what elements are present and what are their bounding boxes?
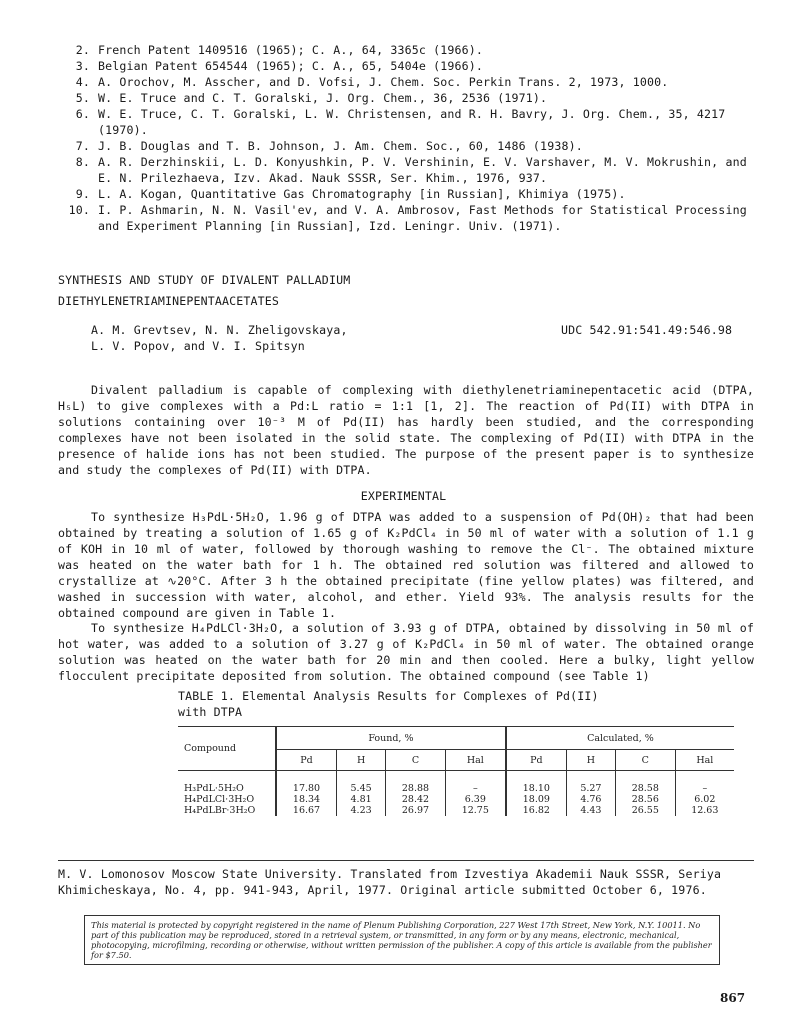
affiliation-note: M. V. Lomonosov Moscow State University. Translated from Izvestiya Akademii Nauk SSSR, Seriya Khimicheskaya, No. 4, pp. 941-943, April, 1977. Original article submitted October 6, 1976. (58, 867, 722, 897)
reference-item: 3. Belgian Patent 654544 (1965); C. A., 65, 5404e (1966). (75, 59, 484, 73)
reference-item: 8. A. R. Derzhinskii, L. D. Konyushkin, P. V. Vershinin, E. V. Varshaver, M. V. Mokrushin, and E. N. Prilezhaeva, Izv. Akad. Nauk SSSR, Ser. Khim., 1976, 937. (75, 155, 747, 185)
column-header: H (566, 750, 615, 771)
column-header: Pd (276, 750, 337, 771)
reference-list (58, 42, 758, 234)
table-row: H₄PdLCl·3H₂O 18.34 4.81 28.42 6.39 18.09 4.76 28.56 6.02 (178, 794, 734, 805)
experimental-paragraph-1: To synthesize H₃PdL·5H₂O, 1.96 g of DTPA was added to a suspension of Pd(OH)₂ that had been obtained by treating a solution of 1.65 g of K₂PdCl₄ in 50 ml of water with a solution of 1.1 g of KOH in 10 ml of water, followed by thorough washing to remove the Cl⁻. The obtained mixture was heated on the water bath for 1 h. The obtained red solution was filtered and allowed to crystallize at ∿20°C. After 3 h the obtained precipitate (fine yellow plates) was filtered, and washed in succession with water, alcohol, and ether. Yield 93%. The analysis results for the obtained compound are given in Table 1. (58, 510, 754, 620)
reference-item: 4. A. Orochov, M. Asscher, and D. Vofsi, J. Chem. Soc. Perkin Trans. 2, 1973, 1000. (75, 75, 669, 89)
reference-item: 6. W. E. Truce, C. T. Goralski, L. W. Christensen, and R. H. Bavry, J. Org. Chem., 35, 4217 (1970). (75, 107, 726, 137)
footer-divider (58, 860, 754, 861)
column-header: Hal (445, 750, 506, 771)
reference-item: 9. L. A. Kogan, Quantitative Gas Chromatography [in Russian], Khimiya (1975). (75, 187, 626, 201)
column-header: Hal (675, 750, 734, 771)
copyright-notice: This material is protected by copyright registered in the name of Plenum Publishing Corporation, 227 West 17th Street, New York, N.Y. 10011. No part of this publication may be reproduced, stored in a retrieval system, or transmitted, in any form or by any means, electronic, mechanical, photocopying, microfilming, recording or otherwise, without written permission of the publisher. A copy of this article is available from the publisher for $7.50. (84, 915, 720, 965)
reference-item: 10. I. P. Ashmarin, N. N. Vasil'ev, and V. A. Ambrosov, Fast Methods for Statistical Processing and Experiment Planning [in Russian], Izd. Leningr. Univ. (1971). (68, 203, 747, 233)
table-row: H₃PdL·5H₂O 17.80 5.45 28.88 – 18.10 5.27 28.58 – (178, 771, 734, 795)
page-number: 867 (720, 991, 746, 1005)
column-header: C (386, 750, 446, 771)
table-caption: TABLE 1. Elemental Analysis Results for Complexes of Pd(II) with DTPA (178, 689, 599, 719)
table-row: H₄PdLBr·3H₂O 16.67 4.23 26.97 12.75 16.82 4.43 26.55 12.63 (178, 805, 734, 816)
reference-item: 5. W. E. Truce and C. T. Goralski, J. Org. Chem., 36, 2536 (1971). (75, 91, 548, 105)
experimental-paragraph-2: To synthesize H₄PdLCl·3H₂O, a solution of 3.93 g of DTPA, obtained by dissolving in 50 ml of hot water, was added to a solution of 3.27 g of K₂PdCl₄ in 50 ml of water. The obtained orange solution was heated on the water bath for 20 min and then cooled. Here a bulky, light yellow flocculent precipitate deposited from solution. The obtained compound (see Table 1) (58, 621, 754, 683)
udc-code: UDC 542.91:541.49:546.98 (561, 323, 733, 337)
calculated-header: Calculated, % (506, 727, 734, 750)
intro-paragraph: Divalent palladium is capable of complexing with diethylenetriaminepentacetic acid (DTPA, H₅L) to give complexes with a Pd:L ratio = 1:1 [1, 2]. The reaction of Pd(II) with DTPA in solutions containing over 10⁻³ M of Pd(II) has hardly been studied, and the corresponding complexes have not been isolated in the solid state. The complexing of Pd(II) with DTPA in the presence of halide ions has not been studied. The purpose of the present paper is to synthesize and study the complexes of Pd(II) with DTPA. (58, 383, 754, 477)
article-authors: A. M. Grevtsev, N. N. Zheligovskaya, L. V. Popov, and V. I. Spitsyn (91, 323, 348, 353)
elemental-analysis-table (178, 726, 734, 816)
column-header: Pd (506, 750, 567, 771)
compound-header: Compound (178, 727, 276, 771)
article-title: SYNTHESIS AND STUDY OF DIVALENT PALLADIUM DIETHYLENETRIAMINEPENTAACETATES (58, 273, 351, 308)
reference-item: 2. French Patent 1409516 (1965); C. A., 64, 3365c (1966). (75, 43, 484, 57)
column-header: C (615, 750, 675, 771)
column-header: H (337, 750, 386, 771)
section-heading: EXPERIMENTAL (360, 489, 447, 503)
found-header: Found, % (276, 727, 506, 750)
reference-item: 7. J. B. Douglas and T. B. Johnson, J. Am. Chem. Soc., 60, 1486 (1938). (75, 139, 583, 153)
